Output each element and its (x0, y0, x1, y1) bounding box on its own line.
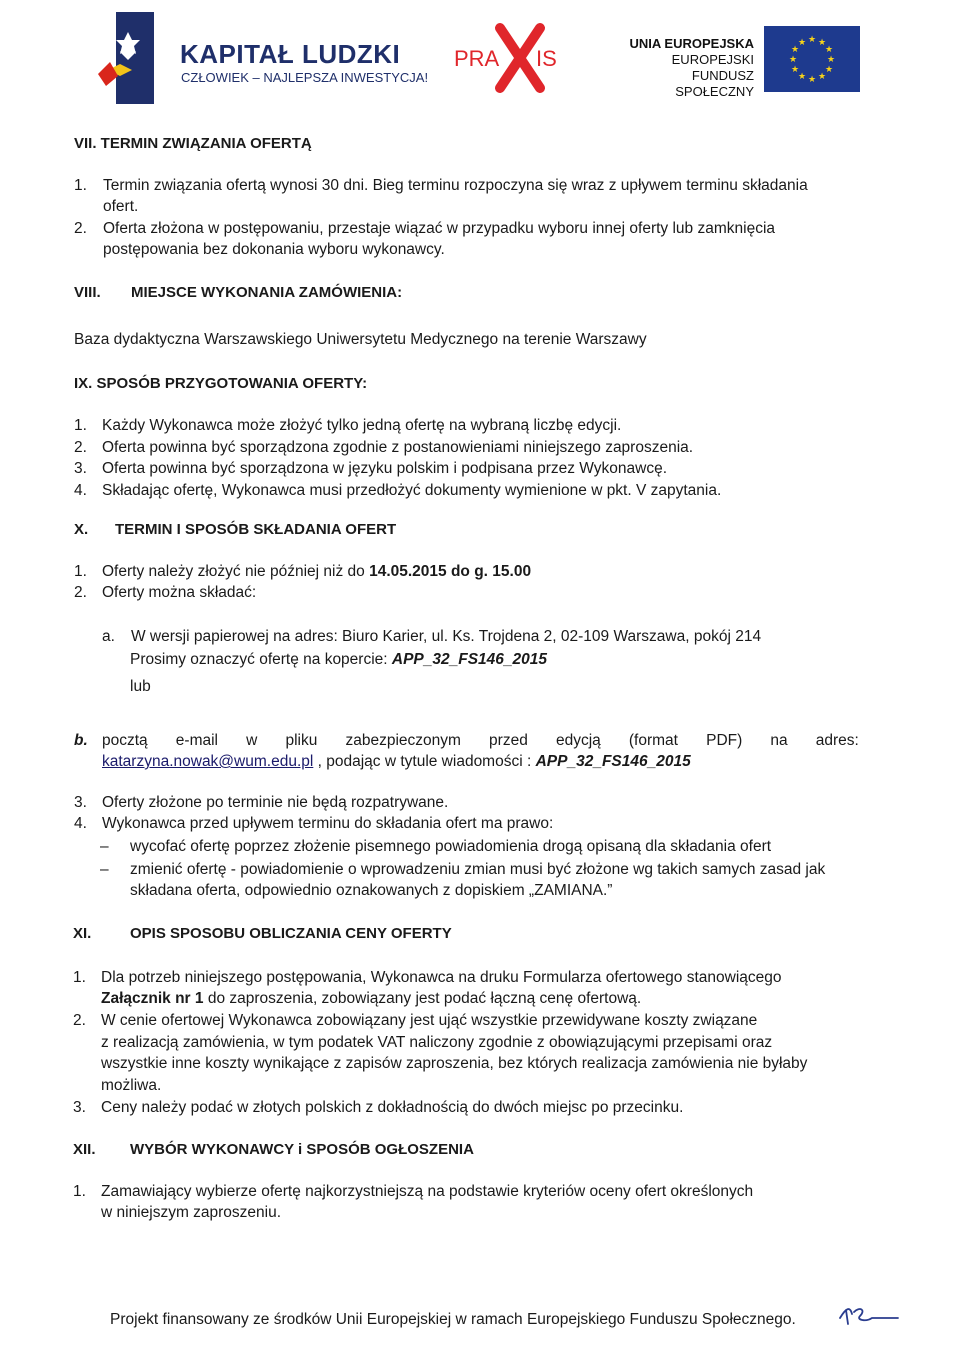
s11-item2-line1: W cenie ofertowej Wykonawca zobowiązany jest ująć wszystkie przewidywane koszty związane (101, 1012, 758, 1029)
s10-b-word: pocztą (102, 732, 148, 749)
section-viii-heading: MIEJSCE WYKONANIA ZAMÓWIENIA: (131, 284, 403, 301)
kapital-ludzki-flag-icon (98, 12, 158, 104)
s11-item2-number: 2. (73, 1012, 86, 1029)
s10-b-word: edycją (555, 732, 601, 749)
s10-item3-text: Oferty złożone po terminie nie będą rozpatrywane. (102, 794, 449, 811)
handwritten-initials-signature (836, 1300, 900, 1330)
s10-item3-number: 3. (74, 794, 87, 811)
s10-dash1: – (100, 838, 109, 855)
s9-item3-text: Oferta powinna być sporządzona w języku polskim i podpisana przez Wykonawcę. (102, 460, 668, 477)
s7-item1-number: 1. (74, 177, 87, 194)
s10-dash2-line2: składana oferta, odpowiednio oznakowanych z dopiskiem „ZAMIANA.” (130, 882, 613, 899)
s12-item1-line2: w niniejszym zaproszeniu. (101, 1204, 282, 1221)
s10-b-word: zabezpieczonym (345, 732, 461, 749)
s12-item1-number: 1. (73, 1183, 86, 1200)
s10-b-line2-text: , podając w tytule wiadomości : (313, 753, 536, 770)
s11-item3-number: 3. (73, 1099, 86, 1116)
svg-text:★: ★ (807, 35, 817, 45)
s9-item4-number: 4. (74, 482, 87, 499)
svg-text:★: ★ (824, 45, 834, 55)
s11-attachment: Załącznik nr 1 (101, 990, 204, 1007)
svg-text:★: ★ (824, 65, 834, 75)
s10-a-text: W wersji papierowej na adres: Biuro Karier, ul. Ks. Trojdena 2, 02-109 Warszawa, pokój 214 (131, 628, 762, 645)
s7-item2-line1: Oferta złożona w postępowaniu, przestaje wiązać w przypadku wyboru innej oferty lub zamknięcia (103, 220, 776, 237)
svg-text:★: ★ (807, 75, 817, 85)
svg-text:★: ★ (817, 72, 827, 82)
s10-b-line1 (102, 730, 859, 751)
s10-item4-text: Wykonawca przed upływem terminu do składania ofert ma prawo: (102, 815, 554, 832)
s10-b-word: na (770, 732, 788, 749)
s11-item1-line1: Dla potrzeb niniejszego postępowania, Wykonawca na druku Formularza ofertowego stanowiącego (101, 969, 782, 986)
section-xi-number: XI. (73, 925, 92, 942)
s10-deadline: 14.05.2015 do g. 15.00 (369, 563, 532, 580)
eu-line3: FUNDUSZ SPOŁECZNY (675, 68, 754, 99)
s7-item2-line2: postępowania bez dokonania wyboru wykonawcy. (103, 241, 445, 258)
svg-text:★: ★ (788, 55, 798, 65)
eu-line2: EUROPEJSKI (671, 52, 754, 67)
s7-item2-number: 2. (74, 220, 87, 237)
svg-text:★: ★ (790, 65, 800, 75)
s10-dash2-line1: zmienić ofertę - powiadomienie o wprowadzeniu zmian musi być złożone wg takich samych zasad jak (130, 861, 826, 878)
s10-dash2: – (100, 861, 109, 878)
s10-b-code: APP_32_FS146_2015 (535, 753, 691, 770)
svg-text:★: ★ (826, 55, 836, 65)
s10-dash1-text: wycofać ofertę poprzez złożenie pisemnego powiadomienia drogą opisaną dla składania ofert (130, 838, 772, 855)
s10-b-line2 (102, 751, 691, 772)
section-x-heading: TERMIN I SPOSÓB SKŁADANIA OFERT (115, 521, 397, 538)
s11-item1-line2-text: do zaproszenia, zobowiązany jest podać łączną cenę ofertową. (203, 990, 642, 1007)
s11-item2-line2: z realizacją zamówienia, w tym podatek VAT naliczony zgodnie z obowiązującymi przepisami oraz (101, 1034, 773, 1051)
logo-subtitle: CZŁOWIEK – NAJLEPSZA INWESTYCJA! (181, 70, 429, 85)
svg-text:★: ★ (790, 45, 800, 55)
s10-b-word: pliku (285, 732, 318, 749)
s10-item4-number: 4. (74, 815, 87, 832)
section-viii-number: VIII. (74, 284, 101, 301)
s9-item2-text: Oferta powinna być sporządzona zgodnie z postanowieniami niniejszego zaproszenia. (102, 439, 694, 456)
email-link[interactable]: katarzyna.nowak@wum.edu.pl (102, 753, 314, 770)
s10-b-word: w (246, 732, 258, 749)
section-xi-heading: OPIS SPOSOBU OBLICZANIA CENY OFERTY (130, 925, 452, 942)
praxis-logo (452, 22, 562, 94)
svg-text:★: ★ (797, 72, 807, 82)
s10-b-word: adres: (815, 732, 859, 749)
eu-label (612, 36, 754, 100)
s9-item4-text: Składając ofertę, Wykonawca musi przedłożyć dokumenty wymienione w pkt. V zapytania. (102, 482, 722, 499)
footer-text: Projekt finansowany ze środków Unii Europejskiej w ramach Europejskiego Funduszu Społecznego. (110, 1311, 796, 1328)
svg-text:★: ★ (797, 38, 807, 48)
svg-text:★: ★ (817, 38, 827, 48)
s9-item1-number: 1. (74, 417, 87, 434)
s10-a-label: a. (102, 628, 115, 645)
s10-b-word: e-mail (175, 732, 218, 749)
s7-item1-line1: Termin związania ofertą wynosi 30 dni. Bieg terminu rozpoczyna się wraz z upływem terminu składania (103, 177, 808, 194)
s10-b-word: PDF) (706, 732, 743, 749)
s11-item3-text: Ceny należy podać w złotych polskich z dokładnością do dwóch miejsc po przecinku. (101, 1099, 684, 1116)
s10-item1-text (102, 561, 531, 582)
s10-a-code: APP_32_FS146_2015 (391, 651, 548, 668)
eu-flag-icon (764, 26, 860, 92)
logo-title: KAPITAŁ LUDZKI (180, 39, 401, 69)
s10-item1-number: 1. (74, 563, 87, 580)
s10-a-or: lub (130, 678, 151, 695)
section-vii-heading: VII. TERMIN ZWIĄZANIA OFERTĄ (74, 135, 312, 152)
s10-b-word: przed (489, 732, 528, 749)
s9-item3-number: 3. (74, 460, 87, 477)
s10-item2-text: Oferty można składać: (102, 584, 257, 601)
s10-a-line2 (130, 649, 547, 670)
section-x-number: X. (74, 521, 89, 538)
s12-item1-line1: Zamawiający wybierze ofertę najkorzystniejszą na podstawie kryteriów oceny ofert określonych (101, 1183, 754, 1200)
s10-a-line2-pre: Prosimy oznaczyć ofertę na kopercie: (130, 651, 392, 668)
s8-text: Baza dydaktyczna Warszawskiego Uniwersytetu Medycznego na terenie Warszawy (74, 331, 647, 348)
s11-item1-line2 (101, 988, 641, 1009)
svg-text:IS: IS (536, 46, 557, 71)
s10-b-word: (format (628, 732, 678, 749)
s9-item2-number: 2. (74, 439, 87, 456)
eu-line1: UNIA EUROPEJSKA (629, 36, 754, 51)
s9-item1-text: Każdy Wykonawca może złożyć tylko jedną ofertę na wybraną liczbę edycji. (102, 417, 622, 434)
s11-item2-line3: wszystkie inne koszty wynikające z zapisów zaproszenia, bez których realizacja zamówienia nie byłaby (101, 1055, 808, 1072)
section-ix-heading: IX. SPOSÓB PRZYGOTOWANIA OFERTY: (74, 375, 368, 392)
section-xii-number: XII. (73, 1141, 96, 1158)
section-xii-heading: WYBÓR WYKONAWCY i SPOSÓB OGŁOSZENIA (130, 1141, 474, 1158)
s10-item1-pre: Oferty należy złożyć nie później niż do (102, 563, 370, 580)
s10-item2-number: 2. (74, 584, 87, 601)
s7-item1-line2: ofert. (103, 198, 139, 215)
s10-b-label: b. (74, 732, 88, 749)
svg-text:PRA: PRA (454, 46, 500, 71)
s11-item2-line4: możliwa. (101, 1077, 162, 1094)
s11-item1-number: 1. (73, 969, 86, 986)
